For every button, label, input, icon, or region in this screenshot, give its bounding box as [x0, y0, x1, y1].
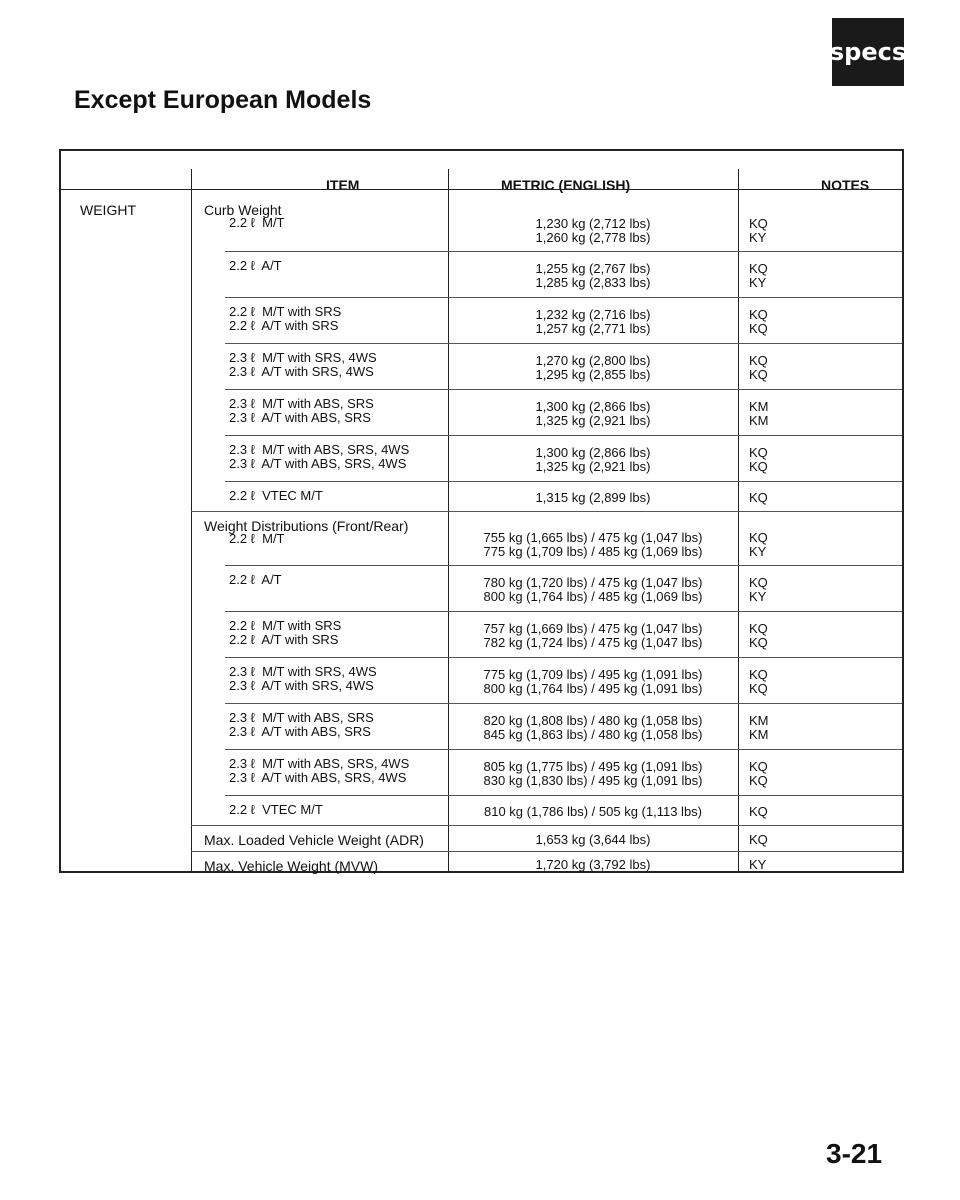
- metric-value: 1,270 kg (2,800 lbs): [535, 353, 651, 368]
- metric-value: 775 kg (1,709 lbs) / 495 kg (1,091 lbs): [483, 667, 703, 682]
- row-divider: [191, 511, 902, 512]
- note-code: KY: [749, 544, 767, 559]
- note-code: KQ: [749, 353, 768, 368]
- note-code: KQ: [749, 530, 768, 545]
- metric-value: 1,295 kg (2,855 lbs): [535, 367, 651, 382]
- note-code: KQ: [749, 459, 768, 474]
- metric-value: 800 kg (1,764 lbs) / 485 kg (1,069 lbs): [483, 589, 703, 604]
- item-variant: 2.3 ℓ M/T with SRS, 4WS: [229, 664, 377, 679]
- metric-value: 1,325 kg (2,921 lbs): [535, 459, 651, 474]
- column-divider-metric: [738, 169, 739, 871]
- row-divider: [191, 825, 902, 826]
- row-divider: [225, 389, 902, 390]
- row-divider: [225, 749, 902, 750]
- note-code: KQ: [749, 681, 768, 696]
- metric-value: 1,232 kg (2,716 lbs): [535, 307, 651, 322]
- row-divider: [225, 611, 902, 612]
- note-code: KQ: [749, 321, 768, 336]
- column-divider-category: [191, 169, 192, 871]
- row-divider: [191, 851, 902, 852]
- category-label: WEIGHT: [80, 202, 136, 218]
- item-variant: 2.2 ℓ A/T: [229, 572, 282, 587]
- note-code: KQ: [749, 445, 768, 460]
- header-metric: METRIC (ENGLISH): [501, 177, 631, 193]
- item-variant: 2.3 ℓ M/T with ABS, SRS: [229, 710, 374, 725]
- metric-value: 1,325 kg (2,921 lbs): [535, 413, 651, 428]
- note-code: KQ: [749, 575, 768, 590]
- item-variant: 2.2 ℓ M/T with SRS: [229, 304, 342, 319]
- note-code: KM: [749, 399, 769, 414]
- note-code: KM: [749, 713, 769, 728]
- header-divider: [61, 189, 902, 190]
- item-variant: 2.2 ℓ VTEC M/T: [229, 488, 323, 503]
- note-code: KQ: [749, 261, 768, 276]
- metric-value: 1,285 kg (2,833 lbs): [535, 275, 651, 290]
- note-code: KQ: [749, 635, 768, 650]
- metric-value: 830 kg (1,830 lbs) / 495 kg (1,091 lbs): [483, 773, 703, 788]
- note-code: KQ: [749, 759, 768, 774]
- metric-value: 1,300 kg (2,866 lbs): [535, 399, 651, 414]
- row-divider: [225, 251, 902, 252]
- metric-value: 755 kg (1,665 lbs) / 475 kg (1,047 lbs): [483, 530, 703, 545]
- item-heading: Curb Weight: [204, 202, 282, 218]
- item-variant: 2.2 ℓ A/T: [229, 258, 282, 273]
- note-code: KQ: [749, 832, 768, 847]
- item-variant: 2.3 ℓ A/T with ABS, SRS: [229, 410, 371, 425]
- note-code: KQ: [749, 490, 768, 505]
- header-notes: NOTES: [821, 177, 870, 193]
- row-divider: [225, 565, 902, 566]
- metric-value: 810 kg (1,786 lbs) / 505 kg (1,113 lbs): [484, 804, 702, 819]
- metric-value: 1,260 kg (2,778 lbs): [535, 230, 651, 245]
- metric-value: 1,257 kg (2,771 lbs): [535, 321, 651, 336]
- item-variant: 2.3 ℓ M/T with ABS, SRS, 4WS: [229, 442, 410, 457]
- item-variant: 2.2 ℓ A/T with SRS: [229, 318, 339, 333]
- metric-value: 1,230 kg (2,712 lbs): [535, 216, 651, 231]
- item-variant: 2.3 ℓ A/T with ABS, SRS, 4WS: [229, 770, 407, 785]
- metric-value: 1,300 kg (2,866 lbs): [535, 445, 651, 460]
- item-variant: 2.3 ℓ M/T with SRS, 4WS: [229, 350, 377, 365]
- item-variant: 2.2 ℓ VTEC M/T: [229, 802, 323, 817]
- metric-value: 805 kg (1,775 lbs) / 495 kg (1,091 lbs): [483, 759, 703, 774]
- note-code: KQ: [749, 804, 768, 819]
- note-code: KY: [749, 275, 767, 290]
- page-title: Except European Models: [74, 86, 372, 114]
- note-code: KQ: [749, 307, 768, 322]
- row-divider: [225, 657, 902, 658]
- item-variant: 2.3 ℓ A/T with SRS, 4WS: [229, 364, 374, 379]
- item-variant: 2.2 ℓ A/T with SRS: [229, 632, 339, 647]
- note-code: KM: [749, 413, 769, 428]
- item-variant: 2.3 ℓ M/T with ABS, SRS: [229, 396, 374, 411]
- metric-value: 1,653 kg (3,644 lbs): [535, 832, 651, 847]
- note-code: KY: [749, 589, 767, 604]
- row-divider: [225, 481, 902, 482]
- metric-value: 820 kg (1,808 lbs) / 480 kg (1,058 lbs): [483, 713, 703, 728]
- item-variant: 2.3 ℓ A/T with ABS, SRS, 4WS: [229, 456, 407, 471]
- metric-value: 780 kg (1,720 lbs) / 475 kg (1,047 lbs): [483, 575, 703, 590]
- metric-value: 845 kg (1,863 lbs) / 480 kg (1,058 lbs): [483, 727, 703, 742]
- note-code: KY: [749, 230, 767, 245]
- row-divider: [225, 795, 902, 796]
- item-variant: 2.3 ℓ A/T with ABS, SRS: [229, 724, 371, 739]
- row-divider: [225, 703, 902, 704]
- note-code: KQ: [749, 216, 768, 231]
- note-code: KQ: [749, 773, 768, 788]
- item-variant: 2.3 ℓ A/T with SRS, 4WS: [229, 678, 374, 693]
- row-divider: [225, 435, 902, 436]
- item-variant: 2.2 ℓ M/T: [229, 215, 285, 230]
- note-code: KQ: [749, 667, 768, 682]
- metric-value: 757 kg (1,669 lbs) / 475 kg (1,047 lbs): [483, 621, 703, 636]
- metric-value: 800 kg (1,764 lbs) / 495 kg (1,091 lbs): [483, 681, 703, 696]
- column-divider-item: [448, 169, 449, 871]
- item-variant: 2.2 ℓ M/T with SRS: [229, 618, 342, 633]
- note-code: KQ: [749, 621, 768, 636]
- metric-value: 1,255 kg (2,767 lbs): [535, 261, 651, 276]
- item-heading: Max. Vehicle Weight (MVW): [204, 858, 379, 874]
- row-divider: [225, 343, 902, 344]
- row-divider: [225, 297, 902, 298]
- metric-value: 1,720 kg (3,792 lbs): [535, 857, 651, 872]
- metric-value: 782 kg (1,724 lbs) / 475 kg (1,047 lbs): [483, 635, 703, 650]
- item-variant: 2.2 ℓ M/T: [229, 531, 285, 546]
- header-item: ITEM: [326, 177, 360, 193]
- note-code: KM: [749, 727, 769, 742]
- note-code: KQ: [749, 367, 768, 382]
- weight-spec-table: [59, 149, 904, 873]
- item-variant: 2.3 ℓ M/T with ABS, SRS, 4WS: [229, 756, 410, 771]
- page-number: 3-21: [826, 1138, 883, 1169]
- item-heading: Weight Distributions (Front/Rear): [204, 518, 409, 534]
- note-code: KY: [749, 857, 767, 872]
- specs-badge: specs: [832, 18, 904, 86]
- metric-value: 1,315 kg (2,899 lbs): [535, 490, 651, 505]
- metric-value: 775 kg (1,709 lbs) / 485 kg (1,069 lbs): [483, 544, 703, 559]
- item-heading: Max. Loaded Vehicle Weight (ADR): [204, 832, 424, 848]
